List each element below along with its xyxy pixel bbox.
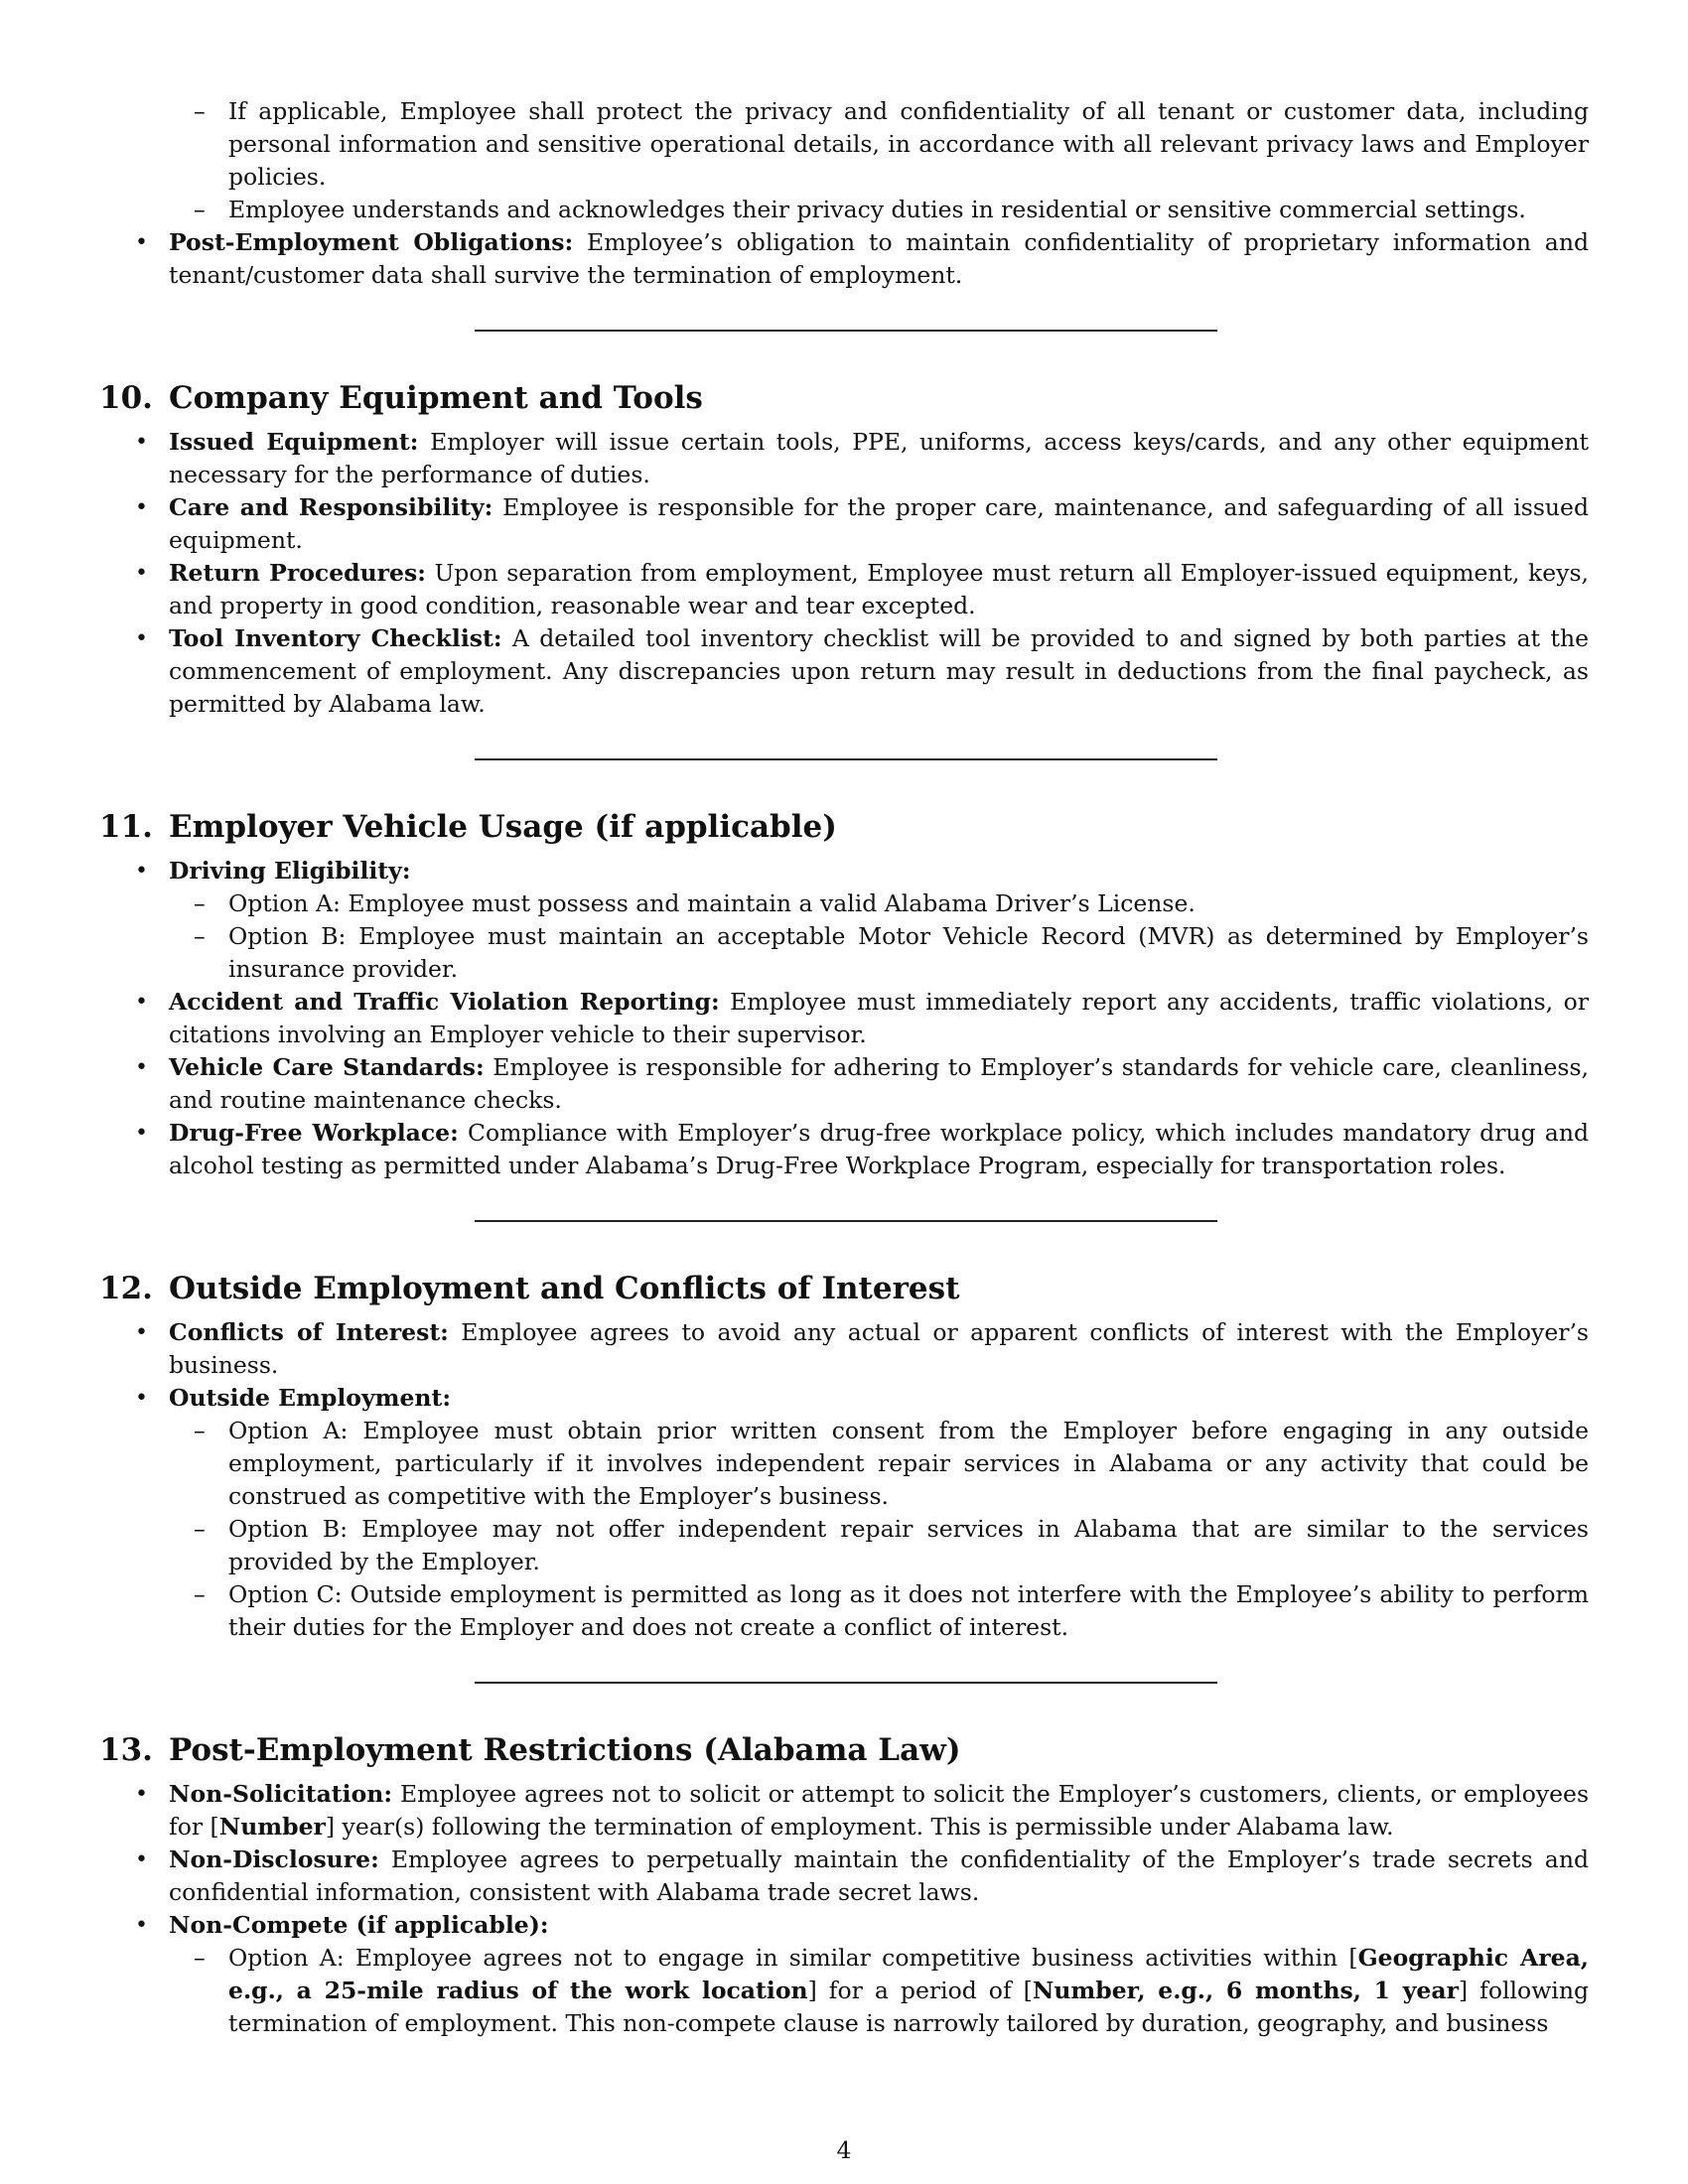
list-item: [99, 1513, 1589, 1578]
item-text: Employee is responsible for the proper care, maintenance, and safeguarding of all issued equipment.: [169, 493, 1589, 554]
bullet-dot: •: [135, 495, 148, 520]
item-text: Employee must immediately report any accidents, traffic violations, or citations involving an Employer vehicle to their supervisor.: [169, 988, 1589, 1048]
item-label: Accident and Traffic Violation Reporting:: [169, 988, 720, 1016]
item-label: Issued Equipment:: [169, 428, 419, 456]
item-text: A detailed tool inventory checklist will be provided to and signed by both parties at the commencement of employment. Any discrepancies upon return may result in deductions from the final paycheck, as permitted by Alabama law.: [169, 624, 1589, 718]
item-text: Employee is responsible for adhering to Employer’s standards for vehicle care, cleanliness, and routine maintenance checks.: [169, 1053, 1589, 1114]
section-heading: [99, 1730, 1589, 1770]
dash-bullet: –: [194, 1944, 206, 1972]
bullet-dot: •: [135, 1055, 148, 1080]
item-label: Return Procedures:: [169, 559, 426, 587]
list-item: [99, 226, 1589, 292]
item-label: Non-Disclosure:: [169, 1845, 379, 1873]
item-text: ] year(s) following the termination of employment. This is permissible under Alabama law.: [325, 1813, 1394, 1841]
bullet-dot: •: [135, 430, 148, 455]
dash-bullet: –: [194, 889, 206, 917]
section-title: Company Equipment and Tools: [168, 380, 703, 416]
list-item: [99, 1578, 1589, 1644]
section-number: 12.: [99, 1271, 153, 1306]
section-title: Post-Employment Restrictions (Alabama Law): [168, 1732, 961, 1768]
item-text: Option B: Employee may not offer independent repair services in Alabama that are similar to the services provided by the Employer.: [228, 1515, 1589, 1575]
placeholder-text: Number, e.g., 6 months, 1 year: [1032, 1977, 1459, 2004]
item-label: Tool Inventory Checklist:: [169, 624, 502, 652]
item-text: Compliance with Employer’s drug-free workplace policy, which includes mandatory drug and alcohol testing as permitted under Alabama’s Drug-Free Workplace Program, especially for transportation roles.: [169, 1119, 1589, 1179]
section-number: 10.: [99, 380, 153, 416]
item-label: Vehicle Care Standards:: [169, 1053, 485, 1081]
bullet-dot: •: [135, 561, 148, 586]
list-item: [99, 920, 1589, 986]
bullet-dot: •: [135, 1913, 148, 1938]
bullet-dot: •: [135, 1386, 148, 1411]
item-label: Outside Employment:: [169, 1384, 452, 1412]
item-text: Employee agrees to avoid any actual or apparent conflicts of interest with the Employer’s business.: [169, 1318, 1589, 1379]
item-text: Employee’s obligation to maintain confidentiality of proprietary information and tenant/customer data shall survive the termination of employment.: [169, 228, 1589, 289]
section-divider: [475, 1220, 1217, 1222]
list-item: [99, 986, 1589, 1051]
item-text: ] for a period of [: [807, 1977, 1033, 2004]
section-number: 13.: [99, 1732, 153, 1768]
item-label: Non-Solicitation:: [169, 1780, 393, 1808]
list-item: [99, 855, 1589, 887]
section-heading: [99, 378, 1589, 418]
item-text: Employee agrees to perpetually maintain the confidentiality of the Employer’s trade secrets and confidential information, consistent with Alabama trade secret laws.: [169, 1845, 1589, 1906]
dash-bullet: –: [194, 97, 206, 125]
bullet-dot: •: [135, 1847, 148, 1872]
bullet-dot: •: [135, 1782, 148, 1807]
list-item: [99, 622, 1589, 721]
section-title: Outside Employment and Conflicts of Interest: [168, 1271, 960, 1306]
list-item: [99, 95, 1589, 194]
section-divider: [475, 330, 1217, 332]
item-label: Post-Employment Obligations:: [169, 228, 574, 256]
dash-bullet: –: [194, 1580, 206, 1608]
item-label: Driving Eligibility:: [169, 857, 411, 885]
list-item: [99, 426, 1589, 491]
item-text: Upon separation from employment, Employee must return all Employer-issued equipment, keys, and property in good condition, reasonable wear and tear excepted.: [169, 559, 1590, 619]
item-text: Employee agrees not to solicit or attempt to solicit the Employer’s customers, clients, or employees for [: [169, 1780, 1589, 1841]
section-title: Employer Vehicle Usage (if applicable): [168, 809, 837, 845]
placeholder-text: Geographic Area, e.g., a 25-mile radius of the work location: [228, 1944, 1589, 2004]
placeholder-text: Number: [218, 1813, 326, 1841]
list-item: [99, 1415, 1589, 1513]
list-item: [99, 1316, 1589, 1382]
bullet-dot: •: [135, 626, 148, 651]
list-item: [99, 1778, 1589, 1843]
section-heading: [99, 807, 1589, 847]
list-item: [99, 1909, 1589, 1942]
bullet-dot: •: [135, 859, 148, 884]
dash-bullet: –: [194, 922, 206, 950]
bullet-dot: •: [135, 230, 148, 255]
item-text: Option A: Employee must obtain prior written consent from the Employer before engaging in any outside employment, particularly if it involves independent repair services in Alabama or any activity that could be construed as competitive with the Employer’s business.: [228, 1417, 1589, 1510]
item-label: Non-Compete (if applicable):: [169, 1911, 549, 1939]
list-item: [99, 1843, 1589, 1909]
list-item: [99, 1942, 1589, 2040]
bullet-dot: •: [135, 1320, 148, 1345]
list-item: [99, 887, 1589, 920]
list-item: [99, 1117, 1589, 1182]
item-text: Option A: Employee must possess and maintain a valid Alabama Driver’s License.: [228, 889, 1196, 917]
dash-bullet: –: [194, 1515, 206, 1543]
section-heading: [99, 1269, 1589, 1308]
bullet-dot: •: [135, 990, 148, 1015]
list-item: [99, 194, 1589, 226]
document-page: [99, 95, 1589, 2040]
list-item: [99, 1051, 1589, 1117]
item-text: Option B: Employee must maintain an acceptable Motor Vehicle Record (MVR) as determined by Employer’s insurance provider.: [228, 922, 1589, 983]
bullet-dot: •: [135, 1121, 148, 1146]
section-number: 11.: [99, 809, 153, 845]
section-divider: [475, 1682, 1217, 1684]
item-label: Conflicts of Interest:: [169, 1318, 449, 1346]
item-text: If applicable, Employee shall protect the privacy and confidentiality of all tenant or customer data, including personal information and sensitive operational details, in accordance with all relevant privacy laws and Employer policies.: [228, 97, 1589, 191]
dash-bullet: –: [194, 196, 206, 223]
item-text: Option C: Outside employment is permitted as long as it does not interfere with the Employee’s ability to perform their duties for the Employer and does not create a conflict of interest.: [228, 1580, 1589, 1641]
item-text: Employee understands and acknowledges their privacy duties in residential or sensitive commercial settings.: [228, 196, 1526, 223]
item-text: ] following termination of employment. This non-compete clause is narrowly tailored by duration, geography, and business: [228, 1977, 1590, 2037]
list-item: [99, 491, 1589, 557]
list-item: [99, 557, 1589, 622]
page-number: 4: [836, 2136, 852, 2164]
item-label: Care and Responsibility:: [169, 493, 493, 521]
item-text: Option A: Employee agrees not to engage in similar competitive business activities within [: [228, 1944, 1358, 1972]
item-label: Drug-Free Workplace:: [169, 1119, 459, 1147]
item-text: Employer will issue certain tools, PPE, uniforms, access keys/cards, and any other equipment necessary for the performance of duties.: [169, 428, 1590, 488]
dash-bullet: –: [194, 1417, 206, 1444]
list-item: [99, 1382, 1589, 1415]
section-divider: [475, 758, 1217, 760]
